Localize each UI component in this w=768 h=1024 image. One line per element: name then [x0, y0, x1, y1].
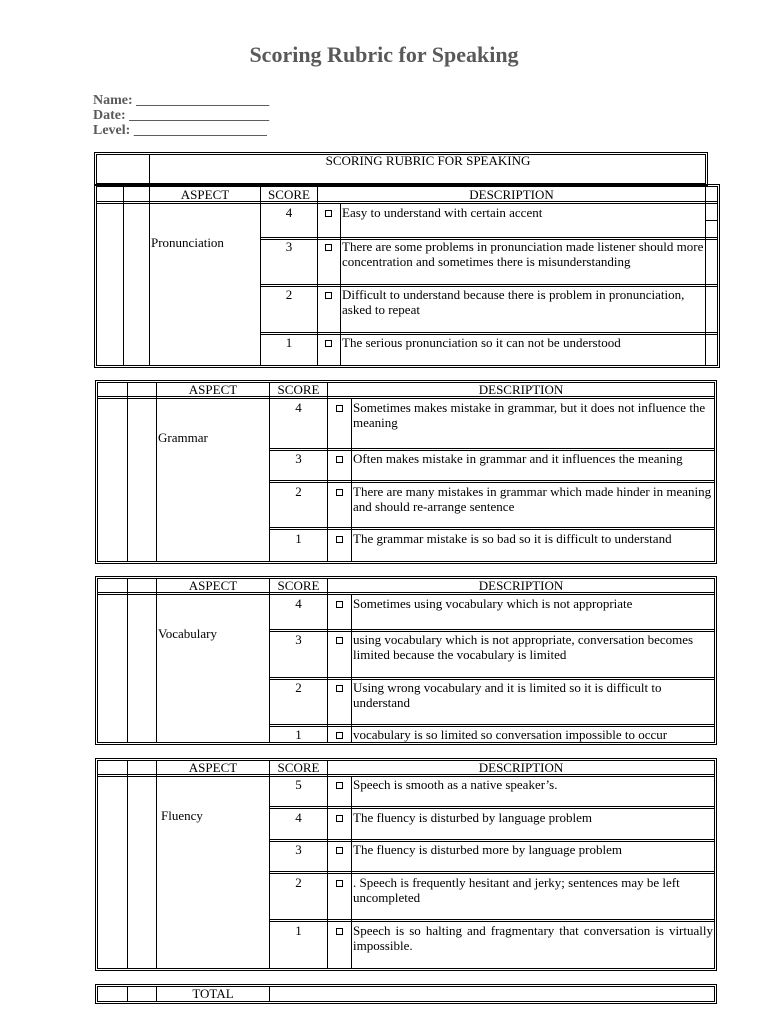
- aspect-label: Vocabulary: [158, 626, 217, 641]
- score-value: 3: [295, 842, 302, 857]
- checkbox[interactable]: [325, 210, 332, 217]
- description-text: Speech is smooth as a native speaker’s.: [353, 777, 558, 792]
- checkbox[interactable]: [336, 732, 343, 739]
- checkbox[interactable]: [325, 340, 332, 347]
- score-value: 1: [295, 531, 302, 546]
- checkbox[interactable]: [336, 685, 343, 692]
- checkbox[interactable]: [336, 782, 343, 789]
- score-value: 1: [285, 335, 293, 350]
- score-header: SCORE: [277, 382, 320, 397]
- aspect-label: Pronunciation: [151, 235, 224, 250]
- checkbox[interactable]: [336, 601, 343, 608]
- description-header: DESCRIPTION: [469, 187, 554, 202]
- description-text: Sometimes makes mistake in grammar, but it does not influence the meaning: [353, 400, 706, 430]
- page-title: Scoring Rubric for Speaking: [249, 42, 519, 67]
- score-value: 4: [295, 810, 302, 825]
- description-text: Sometimes using vocabulary which is not appropriate: [353, 596, 633, 611]
- checkbox[interactable]: [336, 847, 343, 854]
- description-text: The serious pronunciation so it can not be understood: [342, 335, 621, 350]
- description-text: using vocabulary which is not appropriate, conversation becomes limited because the vocabulary is limited: [353, 632, 694, 662]
- checkbox[interactable]: [336, 489, 343, 496]
- checkbox[interactable]: [336, 456, 343, 463]
- checkbox[interactable]: [336, 405, 343, 412]
- checkbox[interactable]: [336, 637, 343, 644]
- aspect-header: ASPECT: [188, 382, 238, 397]
- checkbox[interactable]: [336, 880, 343, 887]
- score-header: SCORE: [268, 187, 310, 202]
- total-label: TOTAL: [192, 986, 234, 1001]
- description-text: . Speech is frequently hesitant and jerky; sentences may be left uncompleted: [353, 875, 680, 905]
- description-header: DESCRIPTION: [478, 382, 564, 397]
- checkbox[interactable]: [325, 292, 332, 299]
- score-value: 3: [285, 239, 293, 254]
- description-text: vocabulary is so limited so conversation impossible to occur: [353, 727, 668, 742]
- score-value: 1: [295, 923, 302, 938]
- score-value: 5: [295, 777, 302, 792]
- rubric-heading: SCORING RUBRIC FOR SPEAKING: [325, 153, 531, 168]
- score-value: 4: [295, 400, 302, 415]
- checkbox[interactable]: [336, 536, 343, 543]
- total-score-field[interactable]: [271, 987, 714, 1001]
- description-text: There are many mistakes in grammar which made hinder in meaning and should re-arrange sentence: [353, 484, 712, 514]
- description-text: Easy to understand with certain accent: [342, 205, 543, 220]
- description-text: Using wrong vocabulary and it is limited so it is difficult to understand: [353, 680, 662, 710]
- score-value: 1: [295, 727, 302, 742]
- score-value: 2: [295, 875, 302, 890]
- description-text: The fluency is disturbed more by language problem: [353, 842, 622, 857]
- aspect-header: ASPECT: [188, 578, 238, 593]
- description-text: Often makes mistake in grammar and it influences the meaning: [353, 451, 683, 466]
- date-field[interactable]: Date: ____________________: [93, 108, 270, 123]
- description-header: DESCRIPTION: [478, 760, 564, 775]
- student-info: [93, 93, 269, 138]
- checkbox[interactable]: [336, 815, 343, 822]
- score-value: 2: [285, 287, 293, 302]
- aspect-header: ASPECT: [180, 187, 230, 202]
- score-header: SCORE: [277, 578, 320, 593]
- score-value: 2: [295, 680, 302, 695]
- score-value: 4: [285, 205, 293, 220]
- description-text: The grammar mistake is so bad so it is difficult to understand: [353, 531, 672, 546]
- description-text: Difficult to understand because there is problem in pronunciation, asked to repeat: [342, 287, 685, 317]
- score-value: 2: [295, 484, 302, 499]
- description-text: There are some problems in pronunciation made listener should more concentration and sometimes there is misunderstanding: [342, 239, 704, 269]
- score-header: SCORE: [277, 760, 320, 775]
- aspect-label: Grammar: [158, 430, 208, 445]
- aspect-label: Fluency: [161, 808, 203, 823]
- level-field[interactable]: Level: ___________________: [93, 123, 267, 138]
- score-value: 4: [295, 596, 302, 611]
- checkbox[interactable]: [336, 928, 343, 935]
- score-value: 3: [295, 451, 302, 466]
- aspect-header: ASPECT: [188, 760, 238, 775]
- description-text: Speech is so halting and fragmentary that conversation is virtually impossible.: [353, 923, 713, 953]
- description-text: The fluency is disturbed by language problem: [353, 810, 592, 825]
- score-value: 3: [295, 632, 302, 647]
- description-header: DESCRIPTION: [478, 578, 564, 593]
- checkbox[interactable]: [325, 244, 332, 251]
- name-field[interactable]: Name: ___________________: [93, 93, 270, 108]
